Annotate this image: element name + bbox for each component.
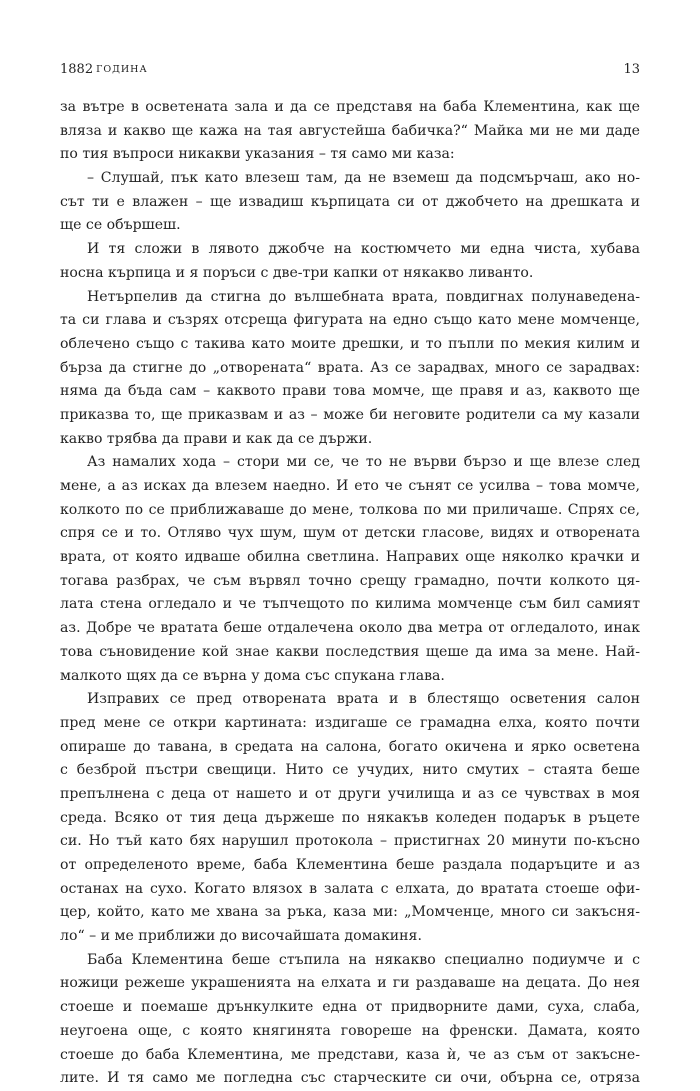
body-text xyxy=(60,96,640,1091)
text-line: облечено също с такива като моите дрешки, и то пъпли по мекия килим и xyxy=(60,335,640,352)
text-line: приказва то, ще приказвам и аз – може би неговите родители са му казали xyxy=(60,406,640,423)
text-line: това съновидение кой знае какви последствия щеше да има за мене. Най- xyxy=(60,643,640,660)
text-line: няма да бъда сам – каквото прави това момче, ще правя и аз, каквото ще xyxy=(60,383,640,400)
text-line: среда. Всяко от тия деца държеше по някакъв коледен подарък в ръцете xyxy=(60,809,640,826)
text-line: лите. И тя само ме погледна със старческите си очи, обърна се, отряза xyxy=(60,1070,640,1087)
text-line: тогава разбрах, че съм вървял точно срещу грамадно, почти колкото ця- xyxy=(60,572,640,589)
running-title-word: ГОДИНА xyxy=(96,64,148,75)
text-line: ло“ – и ме приближи до височайшата домакиня. xyxy=(60,928,422,945)
text-line: ножици режеше украшенията на елхата и ги раздаваше на децата. До нея xyxy=(60,975,640,992)
text-line: лата стена огледало и че тъпчещото по килима момченце съм бил самият xyxy=(60,596,640,613)
text-line: Аз намалих хода – стори ми се, че то не върви бързо и ще влезе след xyxy=(87,454,640,471)
text-line: цер, който, като ме хвана за ръка, каза ми: „Момченце, много си закъсня- xyxy=(60,904,640,921)
text-line: колкото по се приближаваше до мене, толкова по ми приличаше. Спрях се, xyxy=(60,501,640,518)
page-number: 13 xyxy=(623,62,640,77)
text-line: опираше до тавана, в средата на салона, богато окичена и ярко осветена xyxy=(60,738,640,755)
text-line: И тя сложи в лявото джобче на костюмчето ми една чиста, хубава xyxy=(87,241,640,258)
text-line: спря се и то. Отляво чух шум, шум от детски гласове, видях и отворената xyxy=(60,525,640,542)
text-line: малкото щях да се върна у дома със спукана глава. xyxy=(60,667,445,684)
text-line: за вътре в осветената зала и да се представя на баба Клементина, как ще xyxy=(60,99,640,115)
text-line: препълнена с деца от нашето и от други училища и аз се чувствах в моя xyxy=(60,785,640,802)
text-line: стоеше до баба Клементина, ме представи, каза ѝ, че аз съм от закъсне- xyxy=(60,1046,640,1063)
text-line: останах на сухо. Когато влязох в залата с елхата, до вратата стоеше офи- xyxy=(60,880,640,897)
text-line: аз. Добре че вратата беше отдалечена около два метра от огледалото, инак xyxy=(60,620,640,637)
text-line: та си глава и съзрях отсреща фигурата на едно също като мене момченце, xyxy=(60,312,640,329)
text-line: Нетърпелив да стигна до вълшебната врата, повдигнах полунаведена- xyxy=(87,288,640,305)
text-line: по тия въпроси никакви указания – тя само ми каза: xyxy=(60,146,455,163)
text-line: ще се обършеш. xyxy=(60,217,181,234)
text-line: пред мене се откри картината: издигаше се грамадна елха, която почти xyxy=(60,714,640,731)
text-line: врата, от която идваше обилна светлина. Направих още няколко крачки и xyxy=(60,549,640,566)
text-line: вляза и какво ще кажа на тая августейша бабичка?“ Майка ми не ми даде xyxy=(60,122,640,139)
text-line: сът ти е влажен – ще извадиш кърпицата си от джобчето на дрешката и xyxy=(60,193,640,210)
text-line: неугоена още, с която княгинята говореше на френски. Дамата, която xyxy=(60,1022,640,1039)
text-line: Баба Клементина беше стъпила на някакво специално подиумче и с xyxy=(87,951,640,968)
text-line: от определеното време, баба Клементина беше раздала подаръците и аз xyxy=(60,857,640,873)
text-line: мене, а аз исках да влезем наедно. И ето че сънят се усилва – това момче, xyxy=(60,478,640,494)
text-line: – Слушай, пък като влезеш там, да не вземеш да подсмърчаш, ако но- xyxy=(87,170,640,187)
running-title-year: 1882 xyxy=(60,62,94,77)
text-line: си. Но тъй като бях нарушил протокола – пристигнах 20 минути по-късно xyxy=(60,833,640,850)
text-line: бърза да стигне до „отворената“ врата. Аз се зарадвах, много се зарадвах: xyxy=(60,359,640,376)
text-line: носна кърпица и я поръси с две-три капки от някакво ливанто. xyxy=(60,264,534,281)
text-line: с безброй пъстри свещици. Нито се учудих, нито смутих – стаята беше xyxy=(60,762,640,779)
text-line: какво трябва да прави и как да се държи. xyxy=(60,430,373,447)
running-title xyxy=(60,62,148,77)
text-line: стоеше и поемаше дрънкулките една от придворните дами, суха, слаба, xyxy=(60,999,640,1016)
text-line: Изправих се пред отворената врата и в блестящо осветения салон xyxy=(87,691,640,708)
running-header xyxy=(60,62,640,80)
